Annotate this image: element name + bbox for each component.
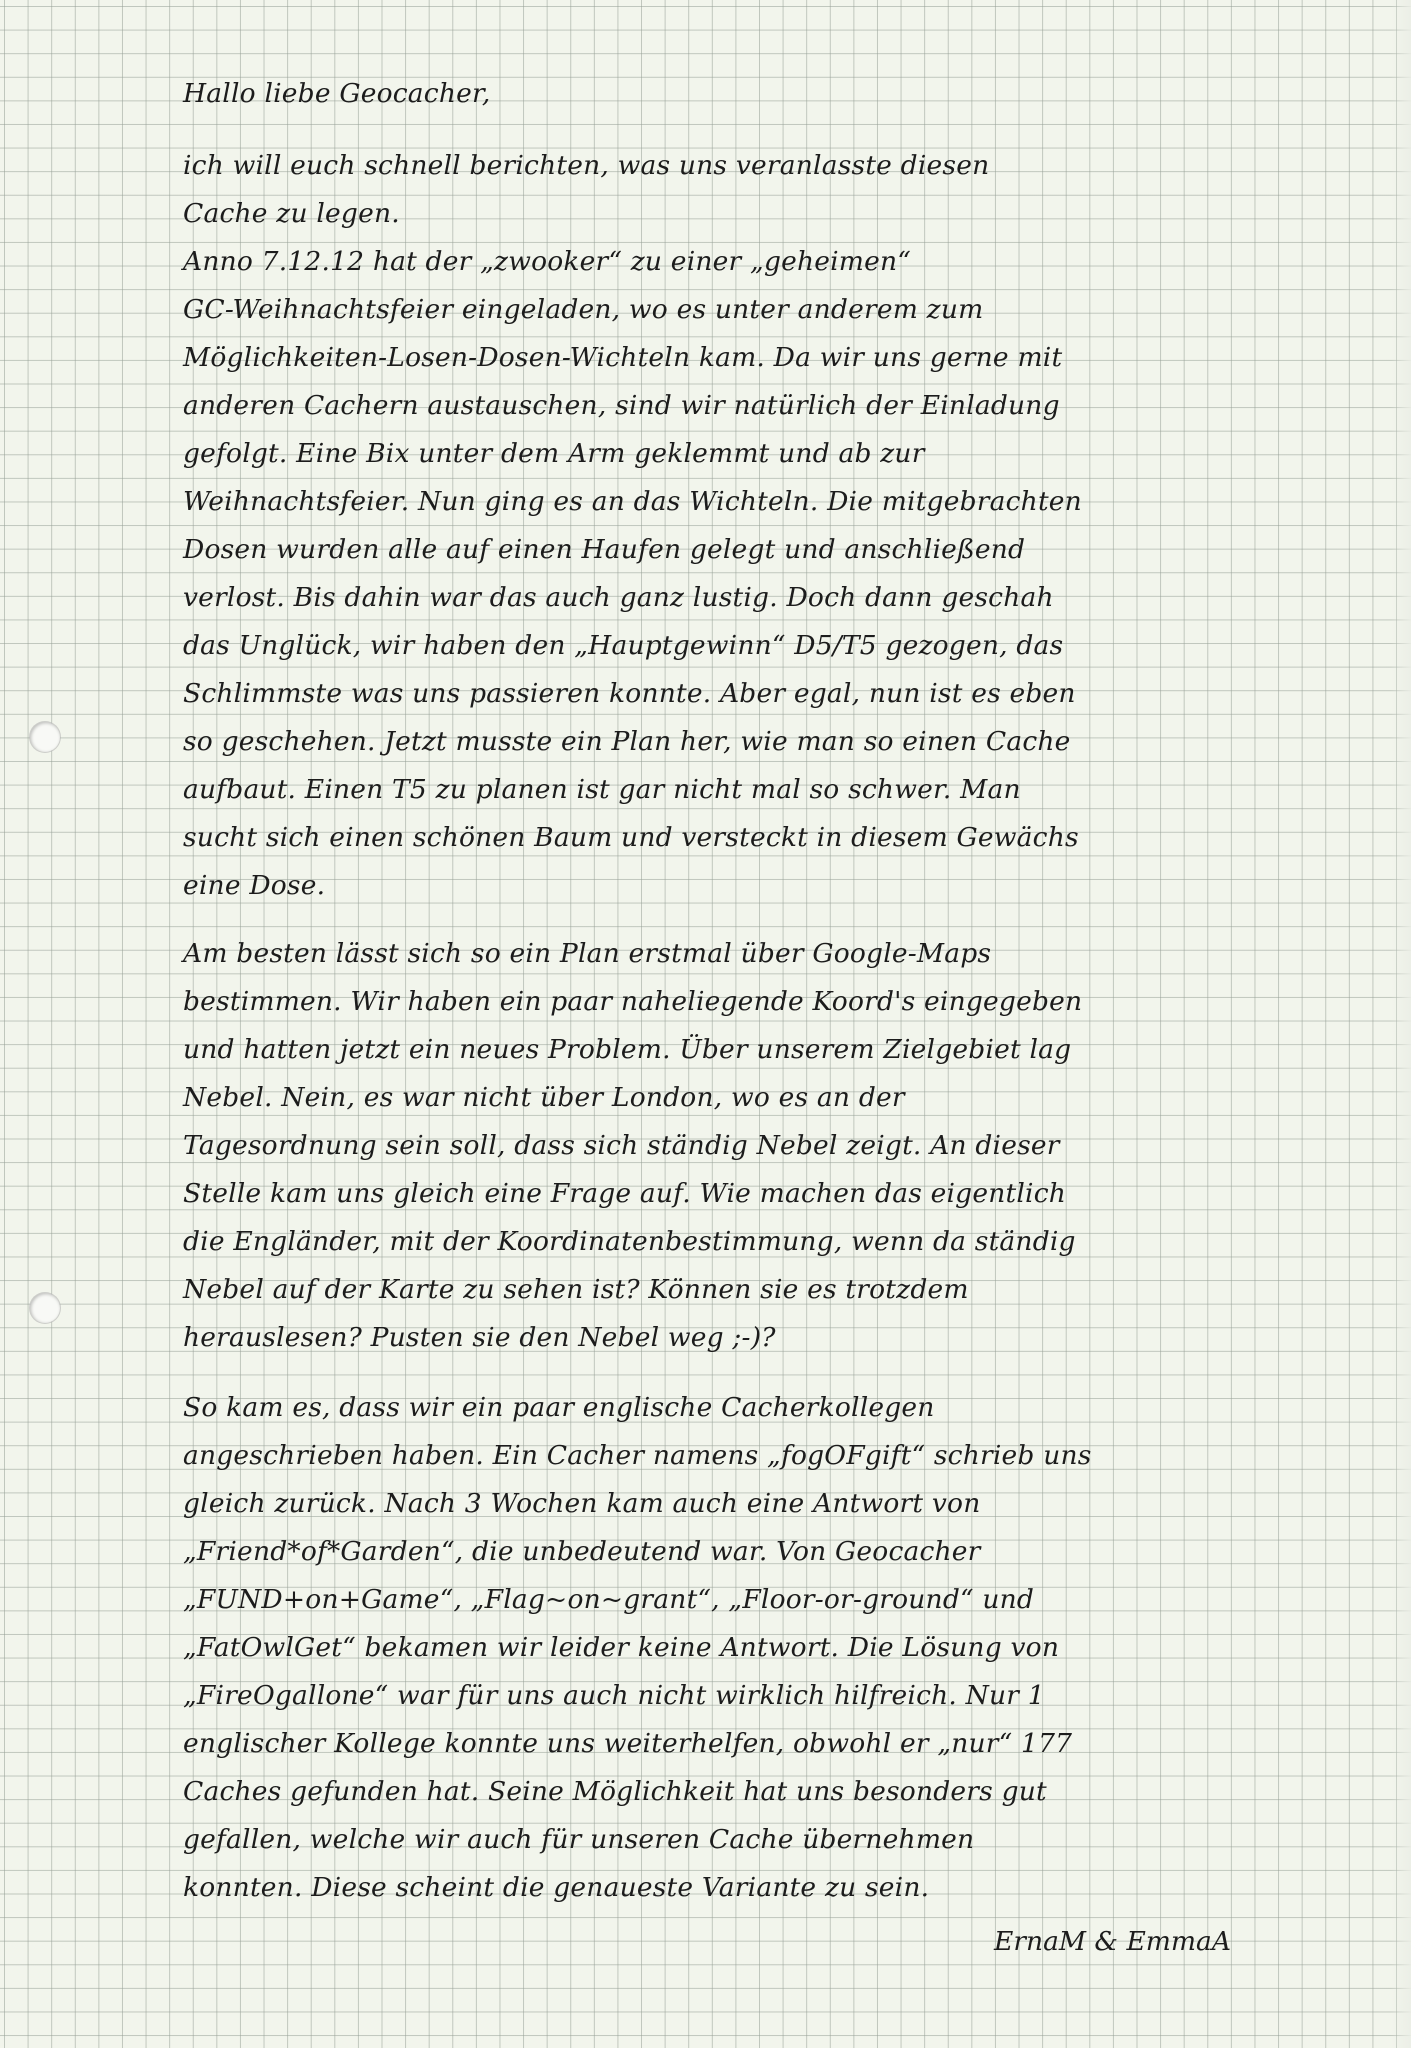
paragraph-1 (183, 142, 1263, 910)
punch-hole-upper (30, 722, 60, 752)
text-line: GC-Weihnachtsfeier eingeladen, wo es unter anderem zum (183, 294, 984, 325)
text-line: und hatten jetzt ein neues Problem. Über unserem Zielgebiet lag (183, 1034, 1072, 1065)
text-line: Tagesordnung sein soll, dass sich ständig Nebel zeigt. An dieser (183, 1130, 1060, 1161)
text-line: Caches gefunden hat. Seine Möglichkeit hat uns besonders gut (183, 1776, 1047, 1807)
punch-hole-lower (30, 1293, 60, 1323)
text-line: bestimmen. Wir haben ein paar naheliegende Koord's eingegeben (183, 986, 1083, 1017)
text-line: „FatOwlGet“ bekamen wir leider keine Antwort. Die Lösung von (183, 1632, 1060, 1663)
text-line: Schlimmste was uns passieren konnte. Aber egal, nun ist es eben (183, 678, 1076, 709)
text-line: so geschehen. Jetzt musste ein Plan her, wie man so einen Cache (183, 726, 1071, 757)
text-line: So kam es, dass wir ein paar englische Cacherkollegen (183, 1392, 935, 1423)
text-line: ich will euch schnell berichten, was uns veranlasste diesen (183, 150, 990, 181)
text-line: konnten. Diese scheint die genaueste Variante zu sein. (183, 1872, 930, 1903)
text-line: verlost. Bis dahin war das auch ganz lustig. Doch dann geschah (183, 582, 1054, 613)
text-line: Anno 7.12.12 hat der „zwooker“ zu einer „geheimen“ (183, 246, 912, 277)
text-line: gefolgt. Eine Bix unter dem Arm geklemmt und ab zur (183, 438, 925, 469)
text-line: Stelle kam uns gleich eine Frage auf. Wie machen das eigentlich (183, 1178, 1066, 1209)
text-line: die Engländer, mit der Koordinatenbestimmung, wenn da ständig (183, 1226, 1076, 1257)
text-line: eine Dose. (183, 870, 326, 901)
text-line: aufbaut. Einen T5 zu planen ist gar nicht mal so schwer. Man (183, 774, 1021, 805)
text-line: angeschrieben haben. Ein Cacher namens „fogOFgift“ schrieb uns (183, 1440, 1092, 1471)
text-line: gefallen, welche wir auch für unseren Cache übernehmen (183, 1824, 975, 1855)
text-line: Weihnachtsfeier. Nun ging es an das Wichteln. Die mitgebrachten (183, 486, 1082, 517)
paragraph-2 (183, 930, 1263, 1362)
text-line: „FireOgallone“ war für uns auch nicht wirklich hilfreich. Nur 1 (183, 1680, 1045, 1711)
text-line: das Unglück, wir haben den „Hauptgewinn“ D5/T5 gezogen, das (183, 630, 1064, 661)
text-line: „FUND+on+Game“, „Flag~on~grant“, „Floor-or-ground“ und (183, 1584, 1035, 1615)
text-line: Nebel auf der Karte zu sehen ist? Können sie es trotzdem (183, 1274, 969, 1305)
text-line: Möglichkeiten-Losen-Dosen-Wichteln kam. Da wir uns gerne mit (183, 342, 1063, 373)
paper-edge (1391, 0, 1411, 2048)
text-line: englischer Kollege konnte uns weiterhelfen, obwohl er „nur“ 177 (183, 1728, 1073, 1759)
text-line: „Friend*of*Garden“, die unbedeutend war. Von Geocacher (183, 1536, 981, 1567)
text-line: Dosen wurden alle auf einen Haufen gelegt und anschließend (183, 534, 1026, 565)
letter-signature: ErnaM & EmmaA (994, 1926, 1231, 1957)
text-line: sucht sich einen schönen Baum und versteckt in diesem Gewächs (183, 822, 1079, 853)
text-line: herauslesen? Pusten sie den Nebel weg ;-)? (183, 1322, 776, 1353)
letter-greeting: Hallo liebe Geocacher, (183, 78, 491, 109)
text-line: Am besten lässt sich so ein Plan erstmal über Google-Maps (183, 938, 992, 969)
paragraph-3 (183, 1384, 1263, 1912)
text-line: Nebel. Nein, es war nicht über London, wo es an der (183, 1082, 905, 1113)
handwritten-letter (183, 70, 1263, 1934)
text-line: Cache zu legen. (183, 198, 400, 229)
text-line: anderen Cachern austauschen, sind wir natürlich der Einladung (183, 390, 1060, 421)
text-line: gleich zurück. Nach 3 Wochen kam auch eine Antwort von (183, 1488, 981, 1519)
